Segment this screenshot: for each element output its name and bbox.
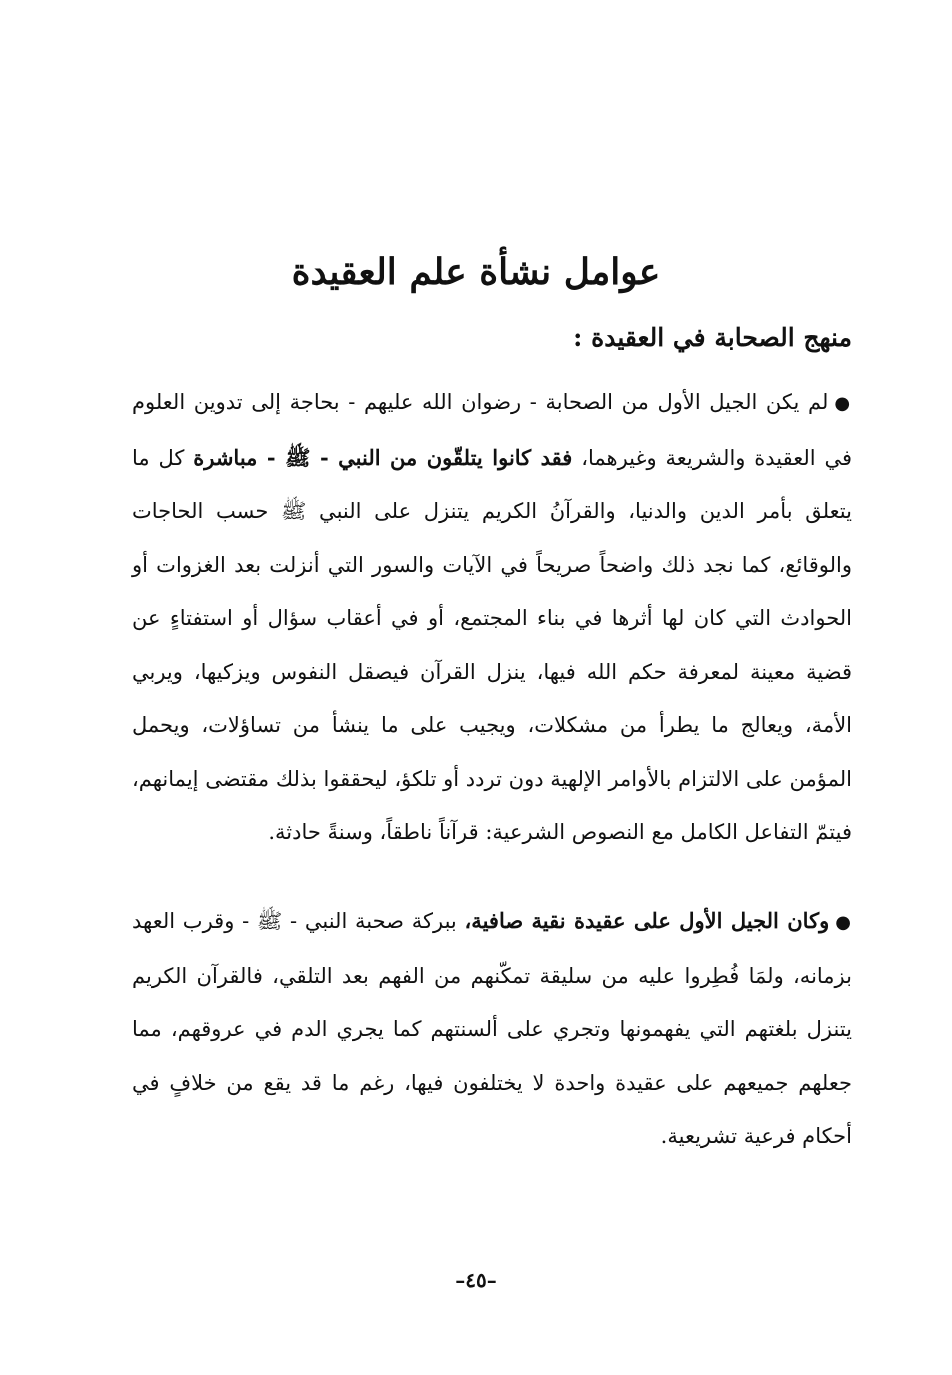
paragraph-1-bold-text: فقد كانوا يتلقّون من النبي - ﷺ - مباشرة	[193, 444, 573, 470]
paragraph-1	[132, 376, 852, 860]
page-title: عوامل نشأة علم العقيدة	[291, 251, 661, 294]
paragraph-1-text-a: لم يكن الجيل الأول من الصحابة - رضوان الله عليهم - بحاجة إلى تدوين العلوم في العقيدة والشريعة وغيرهما،	[132, 390, 852, 470]
page-number: –٤٥–	[455, 1268, 497, 1292]
section-subtitle: منهج الصحابة في العقيدة :	[573, 322, 852, 352]
paragraph-2-text-b: ببركة صحبة النبي - ﷺ - وقرب العهد بزمانه، ولمَا فُطِروا عليه من سليقة تمكّنهم من الفهم بعد التلقي، فالقرآن الكريم يتنزل بلغتهم التي يفهمونها وتجري على ألسنتهم كما يجري الدم في عروقهم، مما جعلهم جميعهم على عقيدة واحدة لا يختلفون فيها، رغم ما قد يقع من خلافٍ في أحكام فرعية تشريعية.	[132, 909, 852, 1148]
bullet-icon: ●	[835, 912, 852, 933]
paragraph-2	[132, 894, 852, 1164]
bullet-icon: ●	[834, 393, 852, 414]
paragraph-2-bold-text: وكان الجيل الأول على عقيدة نقية صافية،	[464, 908, 830, 933]
paragraph-1-text-c: كل ما يتعلق بأمر الدين والدنيا، والقرآنُ الكريم يتنزل على النبي ﷺ حسب الحاجات والوقائع، كما نجد ذلك واضحاً صريحاً في الآيات والسور التي أنزلت بعد الغزوات أو الحوادث التي كان لها أثرها في بناء المجتمع، أو في أعقاب سؤال أو استفتاءٍ عن قضية معينة لمعرفة حكم الله فيها، ينزل القرآن فيصقل النفوس ويزكيها، ويربي الأمة، ويعالج ما يطرأ من مشكلات، ويجيب على ما ينشأ من تساؤلات، ويحمل المؤمن على الالتزام بالأوامر الإلهية دون تردد أو تلكؤ، ليحققوا بذلك مقتضى إيمانهم، فيتمّ التفاعل الكامل مع النصوص الشرعية: قرآناً ناطقاً، وسنةً حادثة.	[132, 445, 852, 844]
